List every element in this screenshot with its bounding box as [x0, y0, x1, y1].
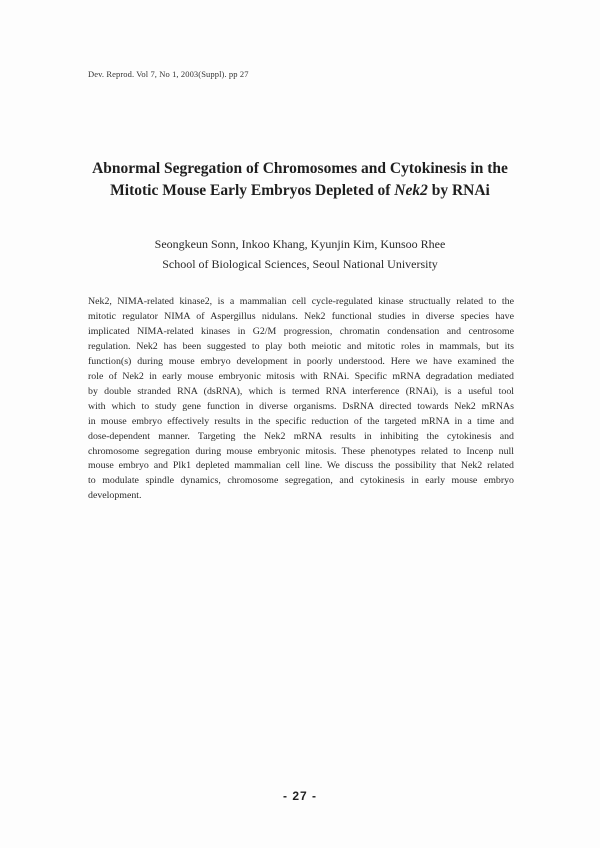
title-gene-name: Nek2: [394, 182, 428, 199]
abstract-line: by double stranded RNA (dsRNA), which is termed RNA interference (RNAi), is a useful tool: [88, 385, 514, 397]
page-number: - 27 -: [282, 789, 317, 803]
abstract-line: dose-dependent manner. Targeting the Nek2 mRNA results in inhibiting the cytokinesis and: [88, 430, 514, 442]
abstract-line: in mouse embryo effectively results in the specific reduction of the targeted mRNA in a time and: [88, 415, 514, 427]
author-names: Seongkeun Sonn, Inkoo Khang, Kyunjin Kim, Kunsoo Rhee: [154, 237, 446, 251]
abstract-line: function(s) during mouse embryo development in poorly understood. Here we have examined the: [88, 355, 514, 367]
title-line-2-suffix: by RNAi: [427, 182, 490, 199]
title-line-2: [60, 180, 540, 202]
abstract-line: development.: [88, 490, 142, 502]
title-line-1: Abnormal Segregation of Chromosomes and Cytokinesis in the: [92, 160, 508, 177]
abstract-line: chromosome segregation during mouse embryonic mitosis. These phenotypes related to Incenp null: [88, 445, 514, 457]
abstract-line: mouse embryo and Plk1 depleted mammalian cell line. We discuss the possibility that Nek2 related: [88, 460, 514, 472]
abstract-line: with which to study gene function in diverse organisms. DsRNA directed towards Nek2 mRNAs: [88, 400, 514, 412]
abstract-line: implicated NIMA-related kinases in G2/M progression, chromatin condensation and centrosome: [88, 325, 514, 337]
title-line-2-prefix: Mitotic Mouse Early Embryos Depleted of: [110, 182, 395, 199]
paper-title: [60, 158, 540, 202]
author-affiliation: School of Biological Sciences, Seoul National University: [162, 257, 438, 271]
abstract-line: mitotic regulator NIMA of Aspergillus nidulans. Nek2 functional studies in diverse species have: [88, 310, 514, 322]
author-block: [60, 234, 540, 274]
abstract-line: role of Nek2 in early mouse embryonic mitosis with RNAi. Specific mRNA degradation mediated: [88, 370, 514, 382]
abstract-line: Nek2, NIMA-related kinase2, is a mammalian cell cycle-regulated kinase structually related to the: [88, 296, 514, 307]
abstract-body: [88, 295, 514, 504]
abstract-line: to modulate spindle dynamics, chromosome segregation, and cytokinesis in early mouse embryo: [88, 475, 514, 487]
journal-citation: Dev. Reprod. Vol 7, No 1, 2003(Suppl). pp 27: [88, 69, 249, 79]
abstract-line: regulation. Nek2 has been suggested to play both meiotic and mitotic roles in mammals, but its: [88, 340, 514, 352]
